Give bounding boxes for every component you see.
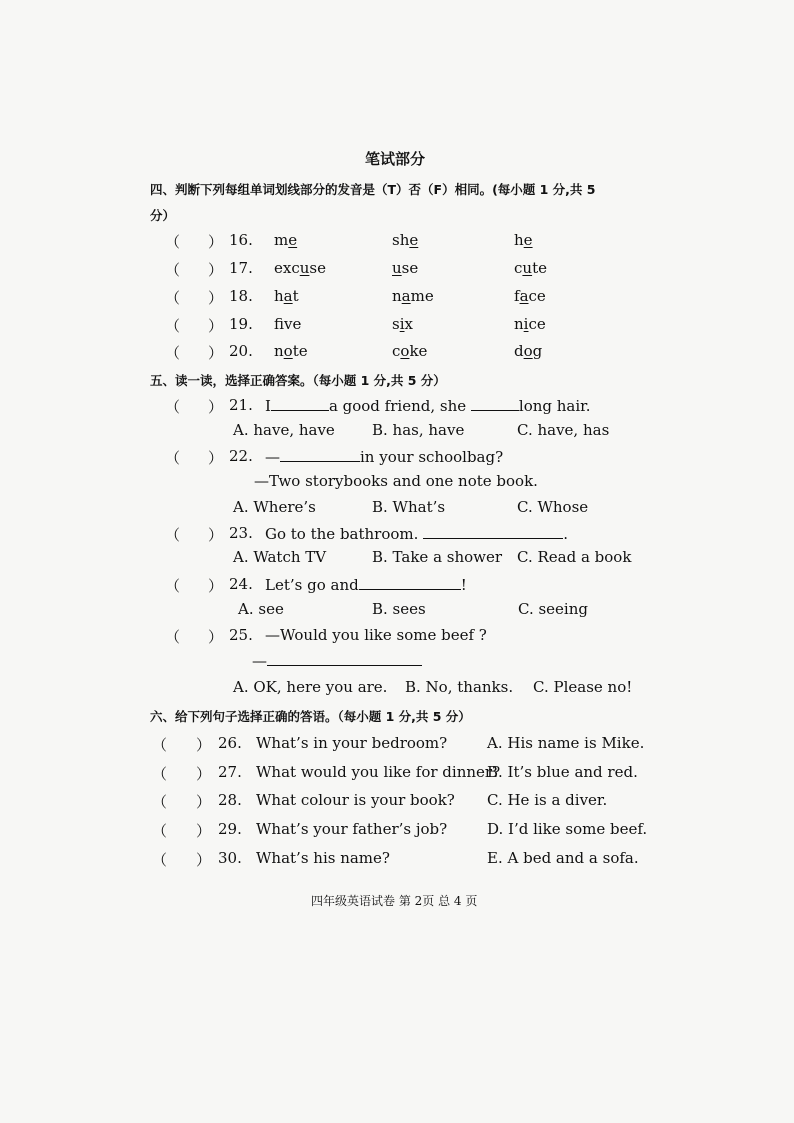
answer-paren-left: （ xyxy=(165,398,181,416)
question-number: 25. xyxy=(229,626,253,644)
question-number: 28. xyxy=(218,791,242,809)
answer-paren-right: ） xyxy=(196,822,212,840)
underlined-letters: i xyxy=(399,315,405,333)
question-text: What colour is your book? xyxy=(256,791,455,809)
question-number: 30. xyxy=(218,849,242,867)
answer-paren-right: ） xyxy=(208,577,224,595)
question-text: — in your schoolbag? xyxy=(265,448,504,466)
section4-heading-cont: 分） xyxy=(150,208,176,223)
answer-paren-right: ） xyxy=(208,289,224,307)
word-1: me xyxy=(274,231,298,249)
answer-paren-left: （ xyxy=(165,289,181,307)
word-1: hat xyxy=(274,287,299,305)
section5-heading: 五、读一读，选择正确答案。（每小题 1 分,共 5 分） xyxy=(150,373,446,388)
word-3: he xyxy=(514,231,533,249)
underlined-letters: u xyxy=(299,259,310,277)
answer-paren-left: （ xyxy=(165,577,181,595)
answer-paren-left: （ xyxy=(165,233,181,251)
option-a: A. have, have xyxy=(233,421,335,439)
answer-paren-left: （ xyxy=(165,261,181,279)
question-number: 16. xyxy=(229,231,253,249)
question-number: 22. xyxy=(229,447,253,465)
answer-option: E. A bed and a sofa. xyxy=(487,849,639,867)
option-b: B. No, thanks. xyxy=(405,678,514,696)
underlined-letters: e xyxy=(288,231,298,249)
answer-paren-right: ） xyxy=(196,736,212,754)
option-c: C. have, has xyxy=(517,421,610,439)
underlined-letters: u xyxy=(522,259,533,277)
question-number: 27. xyxy=(218,763,242,781)
question-reply: —Two storybooks and one note book. xyxy=(254,472,538,490)
answer-line: — xyxy=(252,651,422,670)
word-2: name xyxy=(392,287,434,305)
question-number: 23. xyxy=(229,524,253,542)
question-number: 18. xyxy=(229,287,253,305)
option-c: C. Read a book xyxy=(517,548,632,566)
option-c: C. seeing xyxy=(518,600,588,618)
option-b: B. Take a shower xyxy=(372,548,503,566)
word-2: coke xyxy=(392,342,428,360)
question-number: 29. xyxy=(218,820,242,838)
underlined-letters: e xyxy=(409,231,419,249)
word-1: fve xyxy=(274,315,302,333)
answer-paren-right: ） xyxy=(208,398,224,416)
question-number: 24. xyxy=(229,575,253,593)
underlined-letters: u xyxy=(392,259,402,277)
word-2: she xyxy=(392,231,419,249)
answer-paren-left: （ xyxy=(165,317,181,335)
question-text: Go to the bathroom. . xyxy=(265,525,568,543)
question-text: I a good friend, she long hair. xyxy=(265,397,591,415)
answer-paren-left: （ xyxy=(152,765,168,783)
word-3: cute xyxy=(514,259,547,277)
answer-option: B. It’s blue and red. xyxy=(487,763,638,781)
question-number: 17. xyxy=(229,259,253,277)
word-1: excuse xyxy=(274,259,326,277)
answer-option: D. I’d like some beef. xyxy=(487,820,648,838)
page-title: 笔试部分 xyxy=(365,150,426,168)
option-b: B. sees xyxy=(372,600,426,618)
option-a: A. OK, here you are. xyxy=(233,678,388,696)
underlined-letters: e xyxy=(523,231,533,249)
answer-paren-left: （ xyxy=(152,793,168,811)
answer-paren-right: ） xyxy=(208,233,224,251)
answer-paren-right: ） xyxy=(196,851,212,869)
word-3: dog xyxy=(514,342,543,360)
answer-paren-left: （ xyxy=(152,851,168,869)
answer-paren-right: ） xyxy=(208,344,224,362)
answer-paren-left: （ xyxy=(152,736,168,754)
option-b: B. has, have xyxy=(372,421,465,439)
underlined-letters: i xyxy=(523,315,529,333)
question-number: 20. xyxy=(229,342,253,360)
answer-paren-right: ） xyxy=(196,765,212,783)
underlined-letters: o xyxy=(523,342,533,360)
section4-heading: 四、判断下列每组单词划线部分的发音是（T）否（F）相同。(每小题 1 分,共 5 xyxy=(150,182,596,197)
question-text: What’s your father’s job? xyxy=(256,820,448,838)
word-3: face xyxy=(514,287,546,305)
word-3: nice xyxy=(514,315,546,333)
answer-paren-right: ） xyxy=(208,317,224,335)
question-number: 26. xyxy=(218,734,242,752)
option-c: C. Whose xyxy=(517,498,589,516)
answer-paren-right: ） xyxy=(208,261,224,279)
question-text: What would you like for dinner? xyxy=(256,763,501,781)
question-text: What’s his name? xyxy=(256,849,390,867)
option-b: B. What’s xyxy=(372,498,446,516)
answer-paren-right: ） xyxy=(208,526,224,544)
question-number: 21. xyxy=(229,396,253,414)
underlined-letters: o xyxy=(400,342,410,360)
underlined-letters: o xyxy=(283,342,293,360)
underlined-letters: a xyxy=(401,287,411,305)
answer-paren-right: ） xyxy=(208,449,224,467)
answer-option: A. His name is Mike. xyxy=(487,734,645,752)
question-text: What’s in your bedroom? xyxy=(256,734,448,752)
answer-paren-left: （ xyxy=(165,344,181,362)
answer-paren-left: （ xyxy=(165,449,181,467)
word-2: six xyxy=(392,315,413,333)
answer-paren-left: （ xyxy=(165,526,181,544)
question-number: 19. xyxy=(229,315,253,333)
word-1: note xyxy=(274,342,308,360)
option-a: A. see xyxy=(238,600,284,618)
option-a: A. Watch TV xyxy=(233,548,327,566)
option-a: A. Where’s xyxy=(233,498,316,516)
underlined-letters: a xyxy=(283,287,293,305)
answer-paren-left: （ xyxy=(165,628,181,646)
question-text: Let’s go and ! xyxy=(265,576,467,594)
question-text: —Would you like some beef ? xyxy=(265,626,487,644)
answer-option: C. He is a diver. xyxy=(487,791,608,809)
option-c: C. Please no! xyxy=(533,678,633,696)
answer-paren-right: ） xyxy=(196,793,212,811)
section6-heading: 六、给下列句子选择正确的答语。（每小题 1 分,共 5 分） xyxy=(150,709,471,724)
page-footer: 四年级英语试卷 第 2页 总 4 页 xyxy=(311,894,478,908)
underlined-letters: a xyxy=(519,287,529,305)
answer-paren-right: ） xyxy=(208,628,224,646)
answer-paren-left: （ xyxy=(152,822,168,840)
word-2: use xyxy=(392,259,419,277)
